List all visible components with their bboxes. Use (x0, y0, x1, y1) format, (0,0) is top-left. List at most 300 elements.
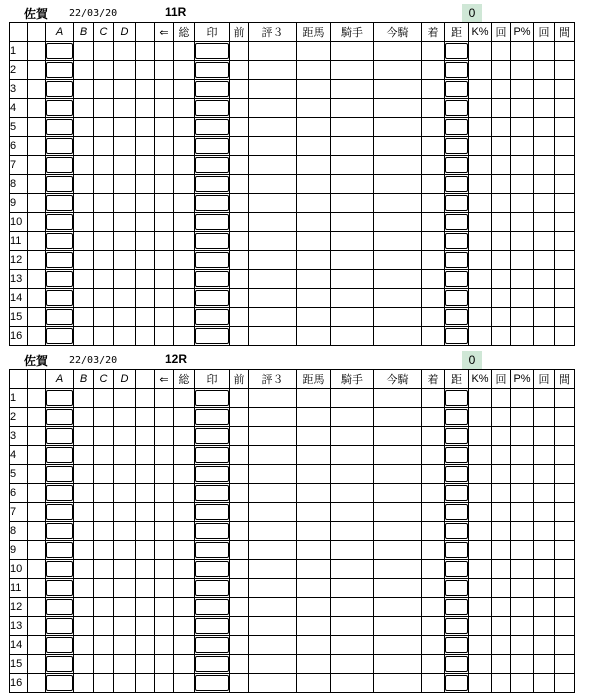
entry-box[interactable] (46, 390, 73, 406)
grid-cell[interactable] (511, 61, 534, 80)
grid-cell[interactable] (511, 327, 534, 346)
grid-cell[interactable] (374, 560, 422, 579)
grid-cell[interactable] (249, 308, 297, 327)
grid-cell[interactable] (174, 289, 195, 308)
entry-cell[interactable] (195, 446, 230, 465)
grid-cell[interactable] (492, 175, 511, 194)
grid-cell[interactable] (374, 99, 422, 118)
grid-cell[interactable] (74, 99, 94, 118)
entry-cell[interactable] (46, 484, 74, 503)
grid-cell[interactable] (555, 232, 575, 251)
entry-box[interactable] (46, 523, 73, 539)
grid-cell[interactable] (492, 389, 511, 408)
grid-cell[interactable] (249, 617, 297, 636)
entry-cell[interactable] (195, 289, 230, 308)
grid-cell[interactable] (331, 636, 374, 655)
entry-box[interactable] (445, 138, 468, 154)
grid-cell[interactable] (136, 308, 155, 327)
grid-cell[interactable] (511, 289, 534, 308)
grid-cell[interactable] (511, 137, 534, 156)
entry-cell[interactable] (46, 503, 74, 522)
grid-cell[interactable] (422, 80, 445, 99)
grid-cell[interactable] (94, 251, 114, 270)
entry-cell[interactable] (195, 156, 230, 175)
entry-box[interactable] (46, 119, 73, 135)
grid-cell[interactable] (174, 560, 195, 579)
grid-cell[interactable] (511, 408, 534, 427)
grid-cell[interactable] (492, 465, 511, 484)
grid-cell[interactable] (469, 251, 492, 270)
grid-cell[interactable] (555, 541, 575, 560)
grid-cell[interactable] (374, 522, 422, 541)
grid-cell[interactable] (155, 194, 174, 213)
grid-cell[interactable] (28, 42, 46, 61)
entry-box[interactable] (46, 428, 73, 444)
entry-box[interactable] (195, 618, 229, 634)
grid-cell[interactable] (28, 446, 46, 465)
entry-cell[interactable] (445, 175, 469, 194)
grid-cell[interactable] (297, 327, 331, 346)
grid-cell[interactable] (230, 674, 249, 693)
entry-cell[interactable] (46, 579, 74, 598)
grid-cell[interactable] (114, 484, 136, 503)
grid-cell[interactable] (422, 446, 445, 465)
entry-cell[interactable] (46, 232, 74, 251)
grid-cell[interactable] (249, 484, 297, 503)
entry-box[interactable] (195, 390, 229, 406)
grid-cell[interactable] (492, 289, 511, 308)
grid-cell[interactable] (374, 308, 422, 327)
entry-box[interactable] (195, 62, 229, 78)
grid-cell[interactable] (230, 389, 249, 408)
grid-cell[interactable] (374, 289, 422, 308)
grid-cell[interactable] (28, 598, 46, 617)
grid-cell[interactable] (249, 598, 297, 617)
grid-cell[interactable] (492, 579, 511, 598)
grid-cell[interactable] (28, 232, 46, 251)
grid-cell[interactable] (155, 251, 174, 270)
entry-box[interactable] (445, 309, 468, 325)
grid-cell[interactable] (422, 327, 445, 346)
entry-cell[interactable] (195, 213, 230, 232)
grid-cell[interactable] (492, 61, 511, 80)
grid-cell[interactable] (230, 560, 249, 579)
grid-cell[interactable] (534, 541, 555, 560)
entry-box[interactable] (445, 328, 468, 344)
grid-cell[interactable] (155, 674, 174, 693)
entry-cell[interactable] (195, 408, 230, 427)
entry-box[interactable] (195, 252, 229, 268)
grid-cell[interactable] (297, 118, 331, 137)
grid-cell[interactable] (374, 137, 422, 156)
grid-cell[interactable] (422, 541, 445, 560)
grid-cell[interactable] (511, 213, 534, 232)
grid-cell[interactable] (114, 270, 136, 289)
grid-cell[interactable] (534, 61, 555, 80)
grid-cell[interactable] (74, 655, 94, 674)
grid-cell[interactable] (469, 503, 492, 522)
grid-cell[interactable] (534, 289, 555, 308)
grid-cell[interactable] (28, 99, 46, 118)
grid-cell[interactable] (469, 232, 492, 251)
grid-cell[interactable] (136, 617, 155, 636)
grid-cell[interactable] (297, 427, 331, 446)
grid-cell[interactable] (28, 636, 46, 655)
grid-cell[interactable] (469, 137, 492, 156)
grid-cell[interactable] (74, 42, 94, 61)
entry-cell[interactable] (445, 446, 469, 465)
grid-cell[interactable] (511, 232, 534, 251)
grid-cell[interactable] (155, 389, 174, 408)
grid-cell[interactable] (114, 118, 136, 137)
grid-cell[interactable] (249, 175, 297, 194)
grid-cell[interactable] (28, 308, 46, 327)
entry-box[interactable] (46, 466, 73, 482)
grid-cell[interactable] (422, 636, 445, 655)
grid-cell[interactable] (374, 503, 422, 522)
entry-cell[interactable] (445, 522, 469, 541)
grid-cell[interactable] (331, 389, 374, 408)
entry-box[interactable] (445, 214, 468, 230)
grid-cell[interactable] (230, 232, 249, 251)
grid-cell[interactable] (94, 446, 114, 465)
grid-cell[interactable] (374, 175, 422, 194)
grid-cell[interactable] (492, 408, 511, 427)
grid-cell[interactable] (230, 427, 249, 446)
grid-cell[interactable] (249, 232, 297, 251)
entry-cell[interactable] (445, 598, 469, 617)
grid-cell[interactable] (94, 61, 114, 80)
grid-cell[interactable] (28, 541, 46, 560)
grid-cell[interactable] (249, 408, 297, 427)
entry-box[interactable] (195, 561, 229, 577)
entry-box[interactable] (445, 233, 468, 249)
grid-cell[interactable] (155, 408, 174, 427)
entry-cell[interactable] (445, 289, 469, 308)
entry-box[interactable] (46, 157, 73, 173)
grid-cell[interactable] (28, 80, 46, 99)
grid-cell[interactable] (422, 156, 445, 175)
grid-cell[interactable] (374, 42, 422, 61)
grid-cell[interactable] (511, 465, 534, 484)
grid-cell[interactable] (174, 655, 195, 674)
grid-cell[interactable] (28, 61, 46, 80)
entry-cell[interactable] (445, 560, 469, 579)
grid-cell[interactable] (534, 579, 555, 598)
entry-box[interactable] (46, 100, 73, 116)
entry-cell[interactable] (445, 541, 469, 560)
grid-cell[interactable] (249, 213, 297, 232)
grid-cell[interactable] (331, 99, 374, 118)
entry-box[interactable] (195, 214, 229, 230)
grid-cell[interactable] (136, 636, 155, 655)
grid-cell[interactable] (555, 194, 575, 213)
grid-cell[interactable] (297, 560, 331, 579)
entry-cell[interactable] (195, 522, 230, 541)
grid-cell[interactable] (555, 118, 575, 137)
grid-cell[interactable] (422, 42, 445, 61)
grid-cell[interactable] (331, 617, 374, 636)
grid-cell[interactable] (555, 137, 575, 156)
grid-cell[interactable] (114, 99, 136, 118)
grid-cell[interactable] (114, 308, 136, 327)
grid-cell[interactable] (534, 232, 555, 251)
grid-cell[interactable] (249, 251, 297, 270)
entry-cell[interactable] (46, 617, 74, 636)
grid-cell[interactable] (74, 465, 94, 484)
entry-box[interactable] (195, 447, 229, 463)
entry-box[interactable] (46, 176, 73, 192)
entry-cell[interactable] (46, 156, 74, 175)
grid-cell[interactable] (534, 156, 555, 175)
entry-box[interactable] (46, 618, 73, 634)
grid-cell[interactable] (249, 99, 297, 118)
entry-cell[interactable] (195, 118, 230, 137)
grid-cell[interactable] (534, 270, 555, 289)
entry-cell[interactable] (195, 598, 230, 617)
grid-cell[interactable] (511, 541, 534, 560)
grid-cell[interactable] (374, 617, 422, 636)
entry-box[interactable] (445, 656, 468, 672)
grid-cell[interactable] (511, 427, 534, 446)
grid-cell[interactable] (469, 560, 492, 579)
entry-box[interactable] (195, 138, 229, 154)
grid-cell[interactable] (94, 598, 114, 617)
grid-cell[interactable] (136, 232, 155, 251)
entry-cell[interactable] (195, 579, 230, 598)
grid-cell[interactable] (492, 503, 511, 522)
grid-cell[interactable] (422, 522, 445, 541)
grid-cell[interactable] (174, 598, 195, 617)
grid-cell[interactable] (74, 598, 94, 617)
entry-box[interactable] (195, 43, 229, 59)
grid-cell[interactable] (155, 213, 174, 232)
grid-cell[interactable] (249, 503, 297, 522)
entry-cell[interactable] (445, 503, 469, 522)
entry-box[interactable] (195, 675, 229, 691)
grid-cell[interactable] (534, 251, 555, 270)
grid-cell[interactable] (114, 541, 136, 560)
grid-cell[interactable] (174, 327, 195, 346)
grid-cell[interactable] (136, 427, 155, 446)
entry-cell[interactable] (46, 327, 74, 346)
grid-cell[interactable] (114, 389, 136, 408)
grid-cell[interactable] (469, 446, 492, 465)
grid-cell[interactable] (28, 408, 46, 427)
grid-cell[interactable] (511, 560, 534, 579)
entry-cell[interactable] (445, 484, 469, 503)
grid-cell[interactable] (555, 289, 575, 308)
entry-box[interactable] (46, 542, 73, 558)
grid-cell[interactable] (230, 61, 249, 80)
entry-cell[interactable] (445, 674, 469, 693)
grid-cell[interactable] (174, 137, 195, 156)
grid-cell[interactable] (469, 327, 492, 346)
entry-cell[interactable] (445, 389, 469, 408)
entry-cell[interactable] (46, 194, 74, 213)
entry-box[interactable] (195, 290, 229, 306)
grid-cell[interactable] (136, 655, 155, 674)
grid-cell[interactable] (534, 617, 555, 636)
entry-cell[interactable] (46, 61, 74, 80)
entry-box[interactable] (195, 485, 229, 501)
grid-cell[interactable] (422, 175, 445, 194)
grid-cell[interactable] (74, 484, 94, 503)
grid-cell[interactable] (136, 61, 155, 80)
grid-cell[interactable] (174, 427, 195, 446)
grid-cell[interactable] (492, 194, 511, 213)
entry-cell[interactable] (46, 42, 74, 61)
grid-cell[interactable] (94, 308, 114, 327)
entry-cell[interactable] (46, 289, 74, 308)
grid-cell[interactable] (511, 175, 534, 194)
grid-cell[interactable] (297, 80, 331, 99)
grid-cell[interactable] (534, 522, 555, 541)
grid-cell[interactable] (74, 175, 94, 194)
grid-cell[interactable] (28, 465, 46, 484)
entry-box[interactable] (445, 409, 468, 425)
grid-cell[interactable] (492, 251, 511, 270)
grid-cell[interactable] (230, 617, 249, 636)
grid-cell[interactable] (555, 636, 575, 655)
grid-cell[interactable] (297, 484, 331, 503)
grid-cell[interactable] (155, 636, 174, 655)
grid-cell[interactable] (374, 446, 422, 465)
grid-cell[interactable] (230, 137, 249, 156)
grid-cell[interactable] (297, 579, 331, 598)
grid-cell[interactable] (155, 289, 174, 308)
grid-cell[interactable] (469, 465, 492, 484)
entry-box[interactable] (46, 271, 73, 287)
grid-cell[interactable] (136, 484, 155, 503)
entry-cell[interactable] (195, 308, 230, 327)
entry-box[interactable] (46, 599, 73, 615)
entry-box[interactable] (445, 485, 468, 501)
grid-cell[interactable] (297, 156, 331, 175)
entry-cell[interactable] (46, 522, 74, 541)
entry-cell[interactable] (46, 598, 74, 617)
grid-cell[interactable] (74, 674, 94, 693)
grid-cell[interactable] (492, 80, 511, 99)
grid-cell[interactable] (136, 213, 155, 232)
grid-cell[interactable] (297, 541, 331, 560)
grid-cell[interactable] (297, 61, 331, 80)
grid-cell[interactable] (331, 465, 374, 484)
entry-cell[interactable] (195, 232, 230, 251)
entry-box[interactable] (195, 81, 229, 97)
entry-cell[interactable] (445, 408, 469, 427)
grid-cell[interactable] (297, 465, 331, 484)
grid-cell[interactable] (555, 427, 575, 446)
grid-cell[interactable] (331, 598, 374, 617)
grid-cell[interactable] (94, 484, 114, 503)
grid-cell[interactable] (469, 308, 492, 327)
grid-cell[interactable] (94, 427, 114, 446)
grid-cell[interactable] (511, 156, 534, 175)
grid-cell[interactable] (114, 175, 136, 194)
entry-box[interactable] (195, 599, 229, 615)
entry-box[interactable] (445, 119, 468, 135)
grid-cell[interactable] (174, 617, 195, 636)
entry-box[interactable] (195, 157, 229, 173)
entry-cell[interactable] (195, 427, 230, 446)
entry-cell[interactable] (445, 251, 469, 270)
grid-cell[interactable] (534, 465, 555, 484)
grid-cell[interactable] (136, 270, 155, 289)
grid-cell[interactable] (469, 636, 492, 655)
entry-box[interactable] (445, 542, 468, 558)
grid-cell[interactable] (422, 194, 445, 213)
grid-cell[interactable] (114, 617, 136, 636)
grid-cell[interactable] (331, 427, 374, 446)
entry-box[interactable] (445, 447, 468, 463)
grid-cell[interactable] (469, 579, 492, 598)
grid-cell[interactable] (94, 232, 114, 251)
grid-cell[interactable] (155, 579, 174, 598)
grid-cell[interactable] (114, 560, 136, 579)
grid-cell[interactable] (74, 541, 94, 560)
entry-cell[interactable] (195, 617, 230, 636)
grid-cell[interactable] (155, 617, 174, 636)
grid-cell[interactable] (230, 289, 249, 308)
entry-box[interactable] (46, 328, 73, 344)
grid-cell[interactable] (555, 484, 575, 503)
entry-box[interactable] (445, 290, 468, 306)
grid-cell[interactable] (492, 308, 511, 327)
grid-cell[interactable] (114, 61, 136, 80)
grid-cell[interactable] (114, 156, 136, 175)
grid-cell[interactable] (492, 636, 511, 655)
grid-cell[interactable] (114, 42, 136, 61)
grid-cell[interactable] (249, 655, 297, 674)
entry-cell[interactable] (46, 655, 74, 674)
grid-cell[interactable] (74, 579, 94, 598)
entry-box[interactable] (195, 195, 229, 211)
grid-cell[interactable] (534, 636, 555, 655)
grid-cell[interactable] (331, 232, 374, 251)
grid-cell[interactable] (422, 251, 445, 270)
grid-cell[interactable] (374, 541, 422, 560)
grid-cell[interactable] (136, 80, 155, 99)
grid-cell[interactable] (534, 137, 555, 156)
grid-cell[interactable] (74, 389, 94, 408)
grid-cell[interactable] (374, 598, 422, 617)
grid-cell[interactable] (94, 175, 114, 194)
grid-cell[interactable] (174, 175, 195, 194)
grid-cell[interactable] (511, 674, 534, 693)
grid-cell[interactable] (555, 251, 575, 270)
grid-cell[interactable] (511, 251, 534, 270)
grid-cell[interactable] (174, 118, 195, 137)
grid-cell[interactable] (74, 213, 94, 232)
grid-cell[interactable] (136, 446, 155, 465)
grid-cell[interactable] (230, 541, 249, 560)
entry-cell[interactable] (46, 636, 74, 655)
grid-cell[interactable] (374, 118, 422, 137)
grid-cell[interactable] (422, 99, 445, 118)
entry-cell[interactable] (445, 327, 469, 346)
grid-cell[interactable] (534, 194, 555, 213)
grid-cell[interactable] (174, 636, 195, 655)
grid-cell[interactable] (469, 156, 492, 175)
grid-cell[interactable] (469, 408, 492, 427)
grid-cell[interactable] (74, 560, 94, 579)
grid-cell[interactable] (174, 408, 195, 427)
entry-cell[interactable] (445, 80, 469, 99)
grid-cell[interactable] (230, 327, 249, 346)
grid-cell[interactable] (94, 42, 114, 61)
grid-cell[interactable] (74, 327, 94, 346)
